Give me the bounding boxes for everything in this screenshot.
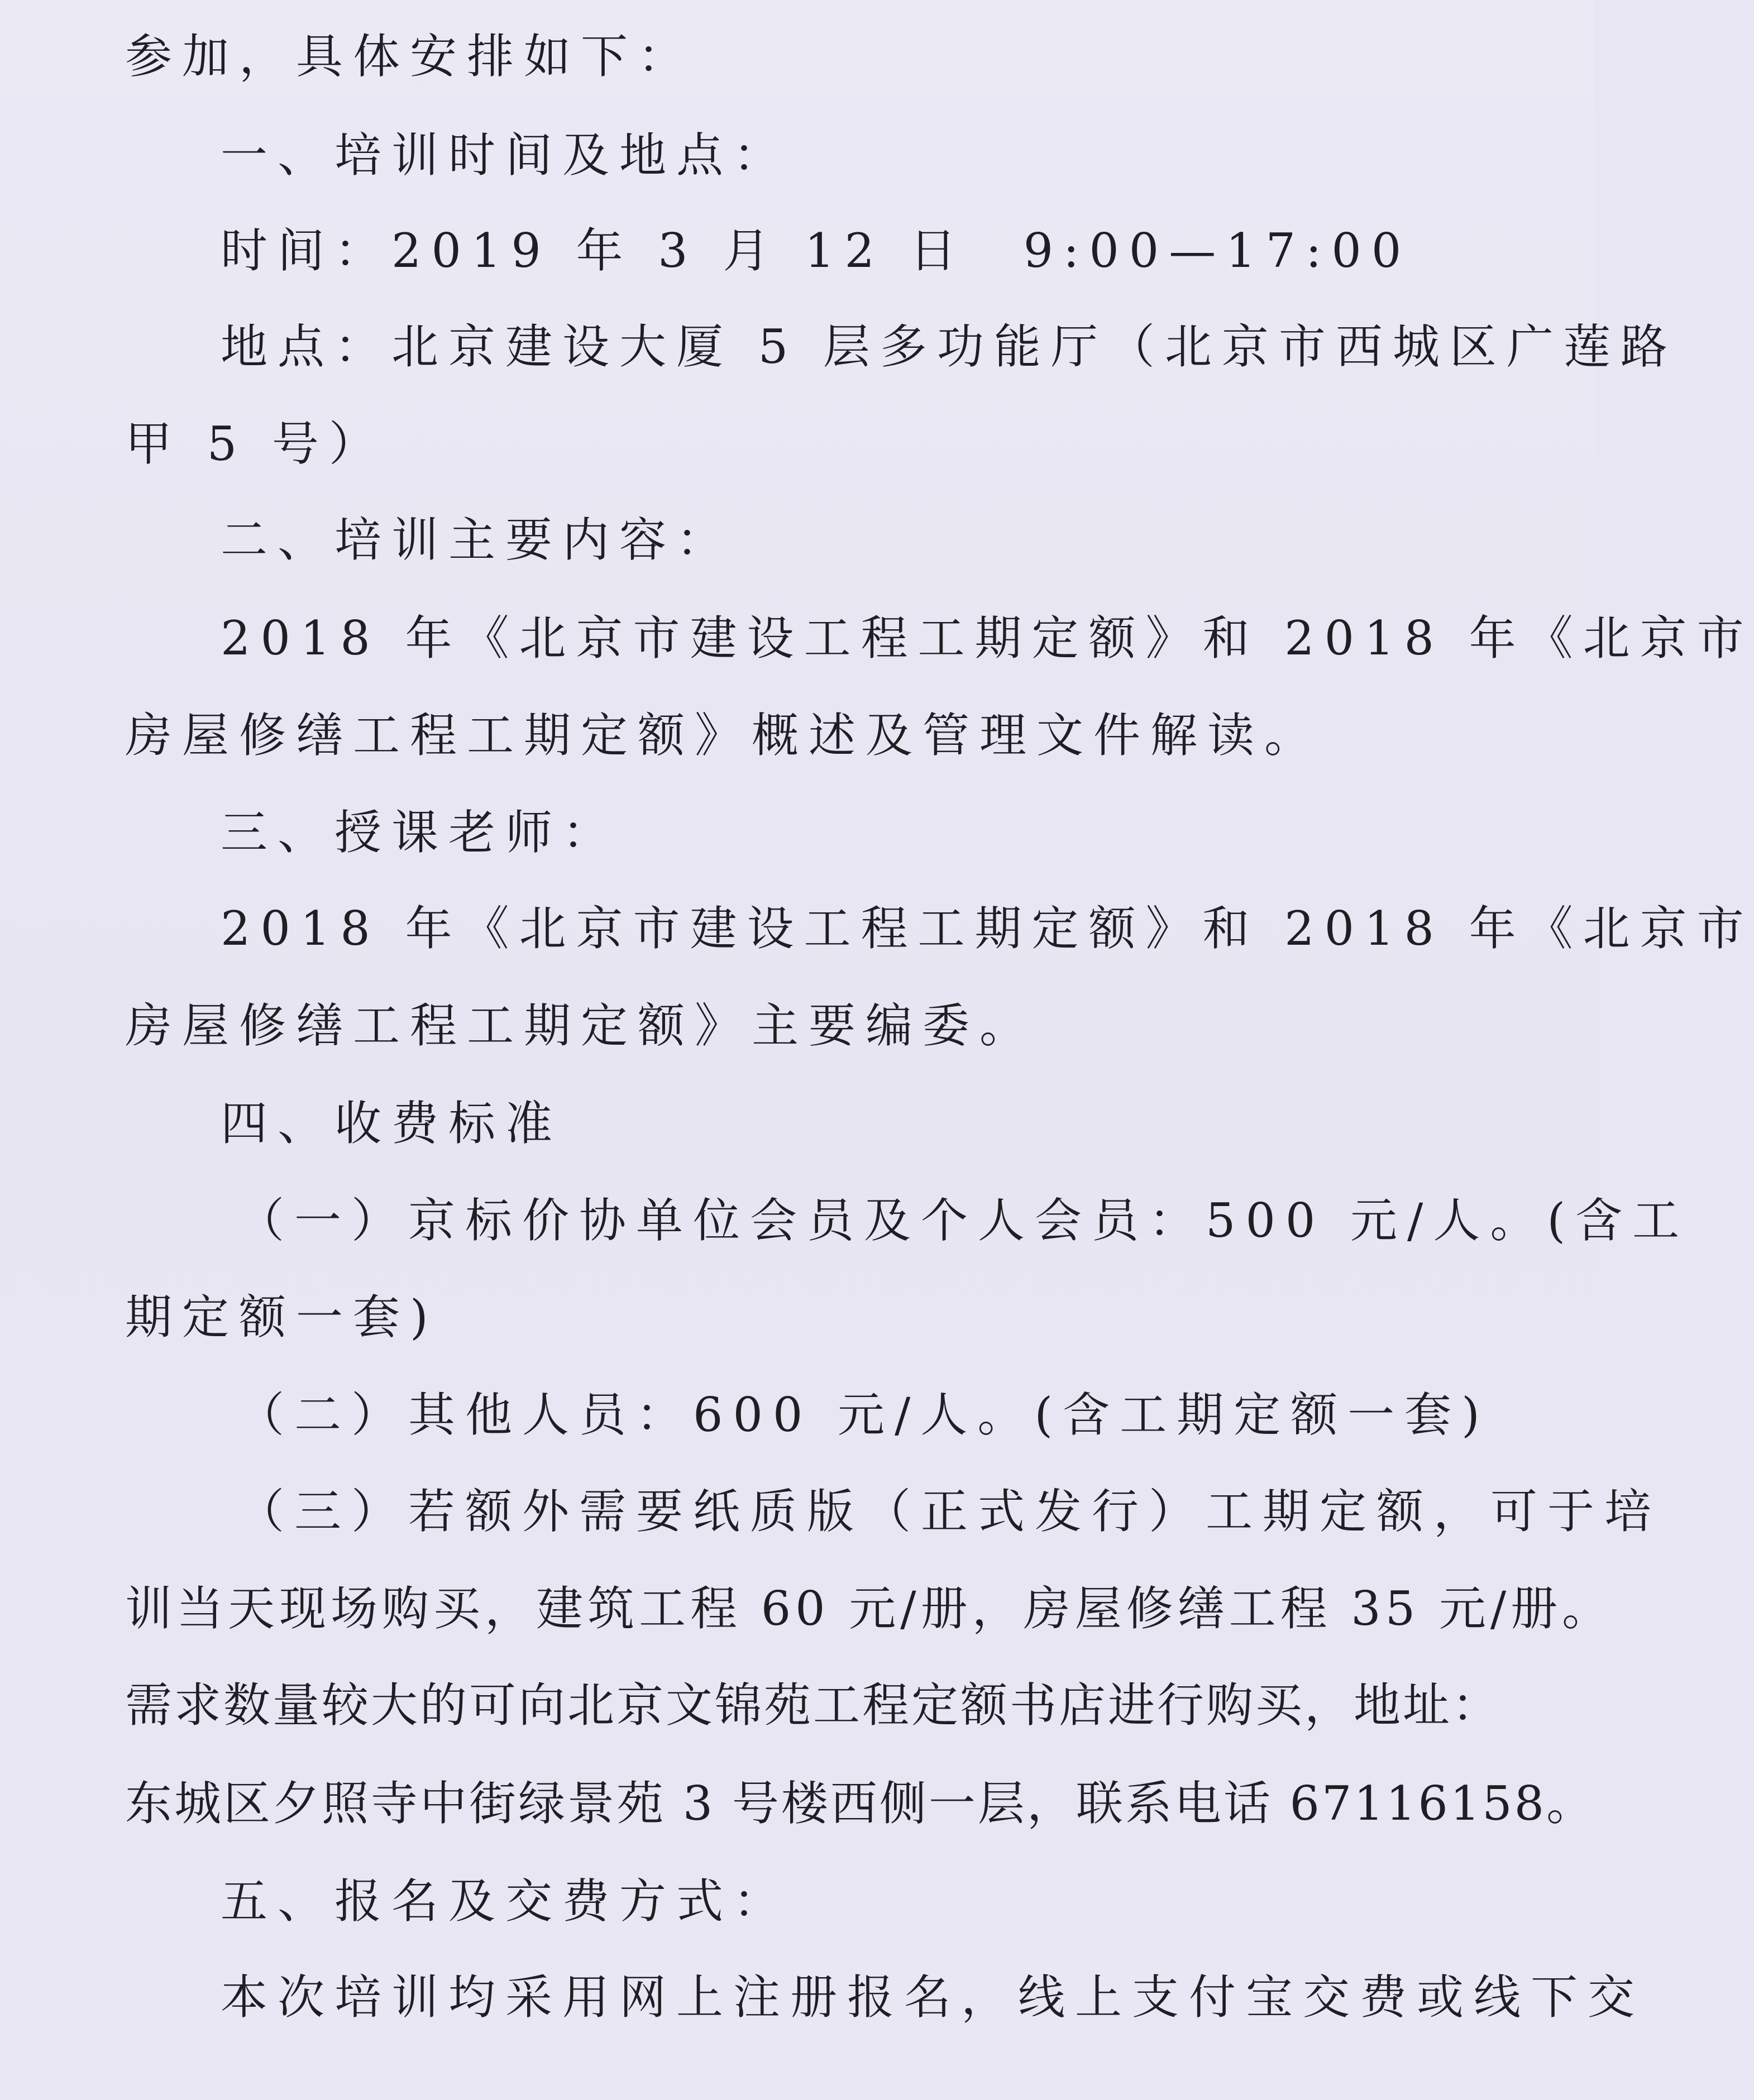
- text-line: [237, 1190, 1690, 1251]
- text: 时间：2019 年 3 月 12 日 9:00—17:00: [221, 223, 1412, 278]
- text: （二）其他人员：600 元/人。(含工期定额一套): [237, 1388, 1490, 1442]
- text: 东城区夕照寺中街绿景苑 3 号楼西侧一层，联系电话 67116158。: [125, 1776, 1596, 1831]
- text: 本次培训均采用网上注册报名，线上支付宝交费或线下交: [221, 1970, 1645, 2025]
- text-line: [125, 705, 1321, 766]
- text-line: [125, 1578, 1613, 1639]
- text: 甲 5 号）: [125, 417, 386, 471]
- text-line: [237, 1384, 1490, 1446]
- text: （一）京标价协单位会员及个人会员：500 元/人。(含工: [237, 1193, 1690, 1248]
- text-line: [125, 413, 386, 475]
- text: 2018 年《北京市建设工程工期定额》和 2018 年《北京市: [221, 611, 1754, 666]
- text: 一、培训时间及地点：: [221, 128, 791, 183]
- text-line: [221, 316, 1677, 377]
- section-heading: [221, 1093, 562, 1154]
- text: 2018 年《北京市建设工程工期定额》和 2018 年《北京市: [221, 901, 1754, 956]
- section-heading: [221, 802, 619, 863]
- text-line: [125, 1286, 438, 1348]
- text: 地点：北京建设大厦 5 层多功能厅（北京市西城区广莲路: [221, 319, 1677, 374]
- section-heading: [221, 509, 733, 571]
- section-heading: [221, 1871, 790, 1932]
- text-line: [221, 898, 1754, 959]
- text: 参加，具体安排如下：: [125, 29, 695, 84]
- text-line: [125, 995, 1036, 1056]
- text: （三）若额外需要纸质版（正式发行）工期定额，可于培: [237, 1484, 1662, 1539]
- text: 四、收费标准: [221, 1096, 563, 1151]
- text: 训当天现场购买，建筑工程 60 元/册，房屋修缮工程 35 元/册。: [125, 1581, 1614, 1636]
- text: 房屋修缮工程工期定额》主要编委。: [125, 998, 1037, 1053]
- text-line: [125, 1773, 1595, 1834]
- text-line: [125, 1675, 1501, 1736]
- text-line: [237, 1481, 1662, 1542]
- text: 房屋修缮工程工期定额》概述及管理文件解读。: [125, 708, 1322, 763]
- text: 期定额一套): [125, 1290, 438, 1345]
- text-line: [221, 607, 1754, 669]
- section-heading: [221, 125, 790, 186]
- text: 需求数量较大的可向北京文锦苑工程定额书店进行购买，地址：: [125, 1678, 1502, 1733]
- text: 二、培训主要内容：: [221, 513, 734, 567]
- text-line: [221, 220, 1411, 281]
- text: 五、报名及交费方式：: [221, 1874, 791, 1929]
- text-line: [125, 26, 695, 87]
- text-line: [221, 1967, 1645, 2028]
- text: 三、授课老师：: [221, 805, 620, 860]
